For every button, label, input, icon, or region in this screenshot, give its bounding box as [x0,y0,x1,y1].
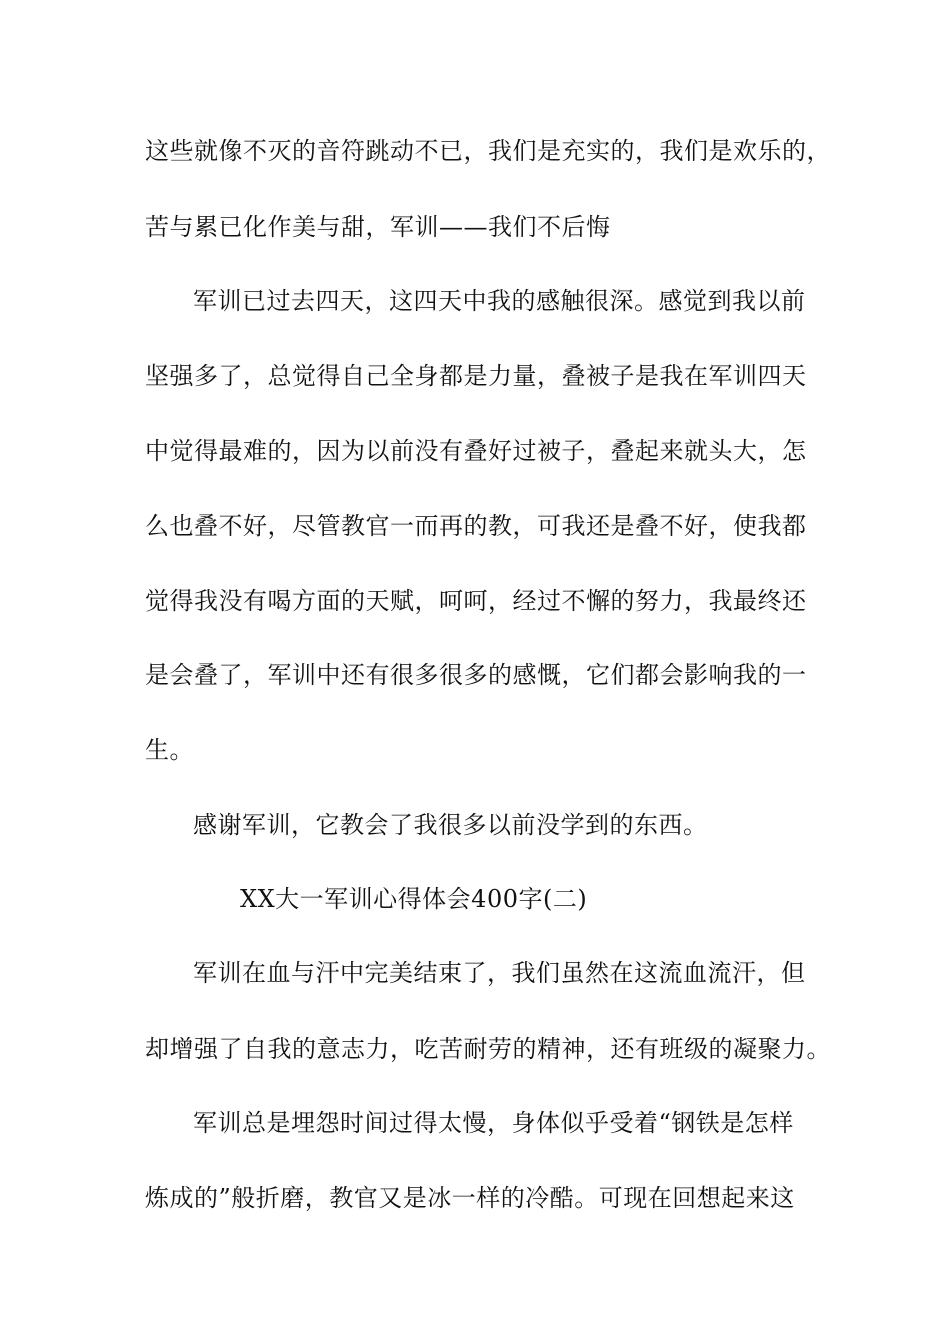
paragraph-first-line: 感谢军训，它教会了我很多以前没学到的东西。 [193,811,708,839]
text-line: 觉得我没有喝方面的天赋，呵呵，经过不懈的努力，我最终还 [145,587,807,615]
text-line: 是会叠了，军训中还有很多很多的感慨，它们都会影响我的一 [145,661,807,689]
text-line: 生。 [145,736,194,764]
text-line: 炼成的”般折磨，教官又是冰一样的冷酷。可现在回想起来这 [145,1184,795,1212]
text-line: 中觉得最难的，因为以前没有叠好过被子，叠起来就头大，怎 [145,437,807,465]
text-line: 么也叠不好，尽管教官一而再的教，可我还是叠不好，使我都 [145,512,807,540]
paragraph-first-line: 军训在血与汗中完美结束了，我们虽然在这流血流汗，但 [193,959,806,987]
paragraph-first-line: 军训已过去四天，这四天中我的感触很深。感觉到我以前 [193,287,806,315]
text-line: 坚强多了，总觉得自己全身都是力量，叠被子是我在军训四天 [145,362,807,390]
text-line: 却增强了自我的意志力，吃苦耐劳的精神，还有班级的凝聚力。 [145,1035,831,1063]
section-heading: XX大一军训心得体会400字(二) [240,885,588,913]
text-line: 这些就像不灭的音符跳动不已，我们是充实的，我们是欢乐的， [145,137,831,165]
paragraph-first-line: 军训总是埋怨时间过得太慢，身体似乎受着“钢铁是怎样 [193,1109,794,1137]
text-line: 苦与累已化作美与甜，军训——我们不后悔 [145,213,611,241]
